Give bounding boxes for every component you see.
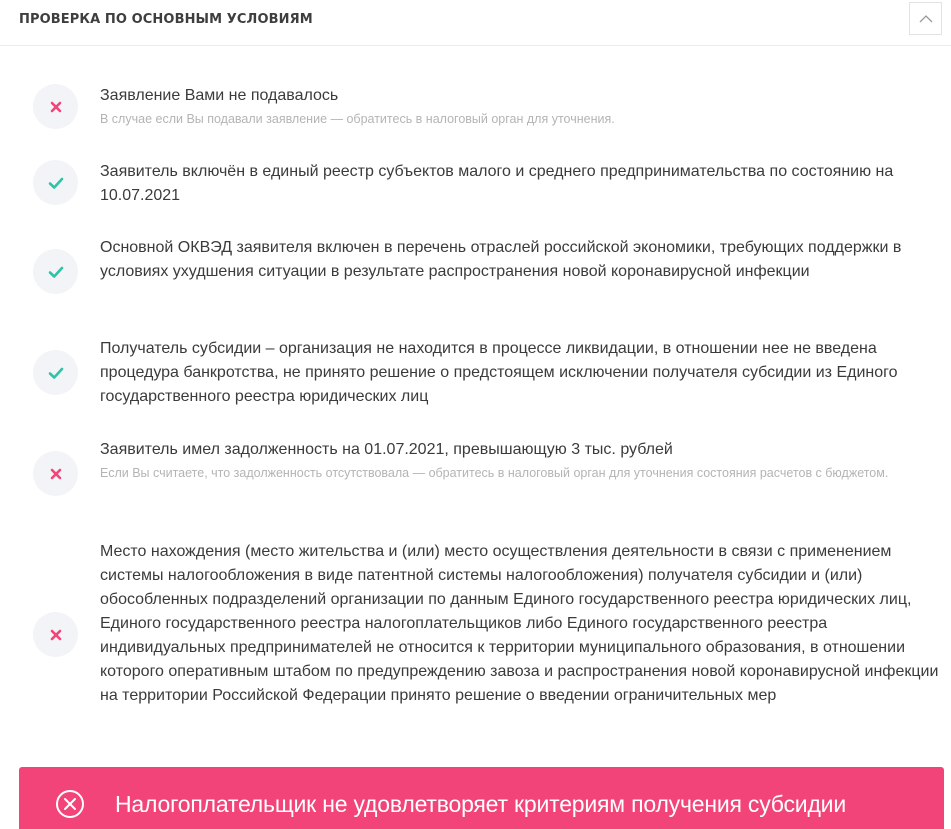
criterion-title: Место нахождения (место жительства и (или) место осуществления деятельности в связи с применением системы налогообложения в виде патентной системы налогообложения) получателя субсидии и (или) обособленных подразделений организации по данным Единого государственного реестра юридических лиц, Единого государственного реестра налогоплательщиков либо Единого государственного реестра индивидуальных предпринимателей не относится к территории муниципального образования, в отношении которого оперативным штабом по предупреждению завоза и распространения новой коронавирусной инфекции на территории Российской Федерации принято решение о введении ограничительных мер (100, 543, 939, 704)
criterion-title: Заявление Вами не подавалось (100, 87, 339, 104)
check-icon (48, 175, 64, 191)
result-message: Налогоплательщик не удовлетворяет критериям получения субсидии (115, 791, 846, 817)
criterion-note: Если Вы считаете, что задолженность отсутствовала — обратитесь в налоговый орган для уточнения состояния расчетов с бюджетом. (100, 466, 889, 480)
criterion-title: Заявитель включён в единый реестр субъектов малого и среднего предпринимательства по состоянию на 10.07.2021 (100, 163, 894, 204)
check-icon (48, 264, 64, 280)
criterion-status-badge (33, 84, 78, 129)
criterion-status-badge (33, 612, 78, 657)
criterion-status-badge (33, 160, 78, 205)
cross-icon (48, 99, 64, 115)
criterion-title: Заявитель имел задолженность на 01.07.2021, превышающую 3 тыс. рублей (100, 441, 673, 458)
cross-icon (48, 466, 64, 482)
close-circle-icon (55, 789, 85, 819)
criterion-status-badge (33, 249, 78, 294)
result-banner (19, 767, 944, 829)
chevron-up-icon (919, 14, 933, 23)
criterion-note: В случае если Вы подавали заявление — обратитесь в налоговый орган для уточнения. (100, 112, 615, 126)
criterion-text-block (100, 337, 940, 409)
check-icon (48, 365, 64, 381)
criterion-title: Получатель субсидии – организация не находится в процессе ликвидации, в отношении нее не введена процедура банкротства, не принято решение о предстоящем исключении получателя субсидии из Единого государственного реестра юридических лиц (100, 340, 898, 405)
collapse-button[interactable] (909, 2, 942, 35)
criterion-text-block (100, 438, 940, 484)
criterion-text-block (100, 160, 940, 208)
criterion-text-block (100, 540, 940, 708)
panel-header (0, 0, 951, 46)
criterion-text-block (100, 236, 940, 284)
panel-title: ПРОВЕРКА ПО ОСНОВНЫМ УСЛОВИЯМ (19, 12, 313, 27)
criterion-text-block (100, 84, 940, 130)
criterion-title: Основной ОКВЭД заявителя включен в перечень отраслей российской экономики, требующих поддержки в условиях ухудшения ситуации в результате распространения новой коронавирусной инфекции (100, 239, 902, 280)
criterion-status-badge (33, 350, 78, 395)
criterion-status-badge (33, 451, 78, 496)
cross-icon (48, 627, 64, 643)
